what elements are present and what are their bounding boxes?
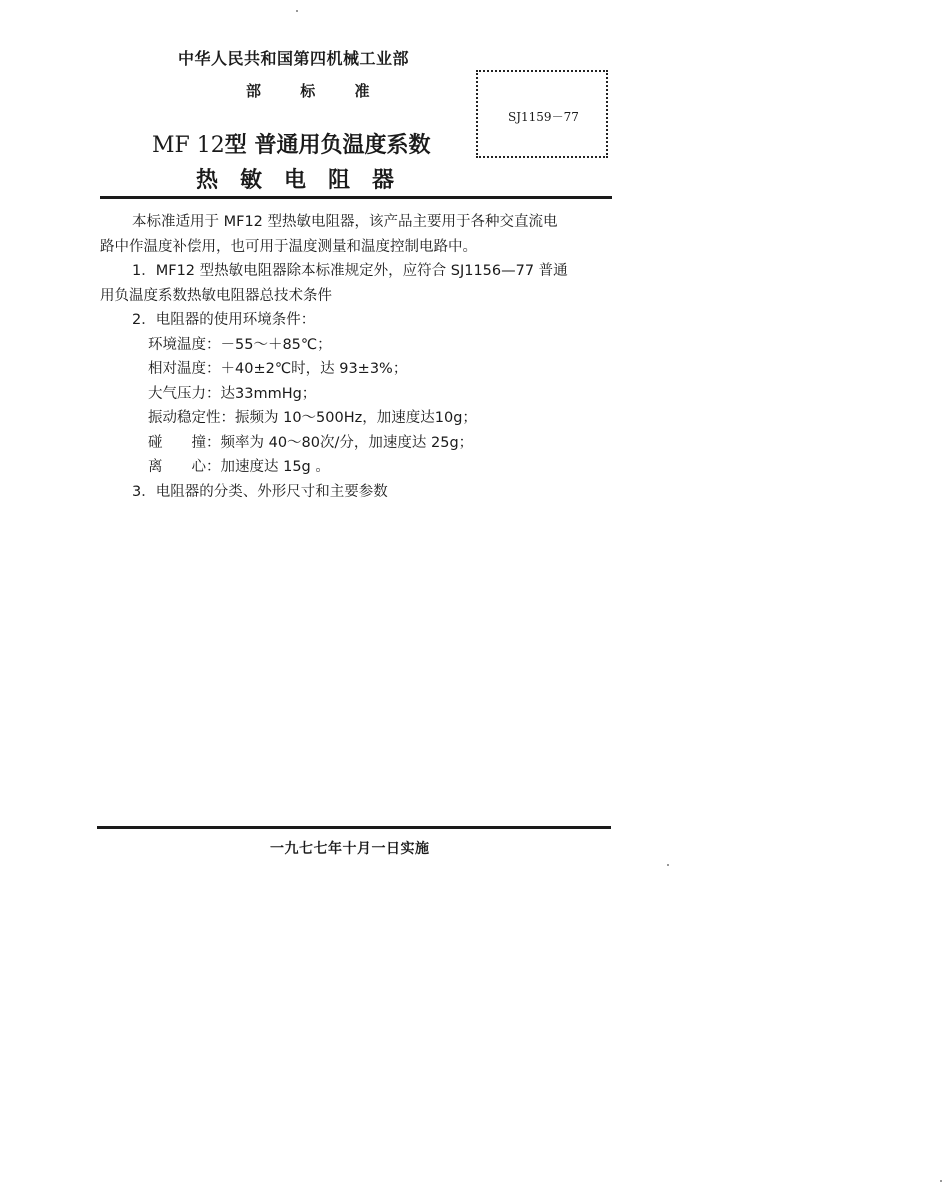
header-rule bbox=[100, 196, 612, 199]
item2-heading: 2．电阻器的使用环境条件： bbox=[132, 312, 316, 328]
condition-air-pressure: 大气压力：达33mmHg； bbox=[148, 385, 317, 402]
item1-line2: 用负温度系数热敏电阻器总技术条件 bbox=[100, 287, 332, 304]
condition-relative-humidity: 相对温度：＋40±2℃时，达 93±3%； bbox=[148, 361, 408, 377]
footer-rule bbox=[97, 826, 611, 829]
scan-speck bbox=[296, 10, 298, 12]
document-title-line1 bbox=[152, 128, 430, 159]
scan-speck bbox=[667, 864, 669, 866]
scan-speck bbox=[940, 1180, 942, 1182]
ministry-name: 中华人民共和国第四机械工业部 bbox=[178, 49, 410, 68]
condition-centrifugal: 离 心：加速度达 15g 。 bbox=[148, 459, 330, 475]
standard-code-box bbox=[476, 70, 608, 158]
document-title-line2: 热敏电阻器 bbox=[196, 168, 417, 193]
item3-heading: 3．电阻器的分类、外形尺寸和主要参数 bbox=[132, 483, 388, 500]
document-body bbox=[100, 210, 620, 504]
implementation-date: 一九七七年十月一日实施 bbox=[270, 841, 430, 857]
title-line1-rest: 型 普通用负温度系数 bbox=[224, 133, 431, 158]
title-model: MF 12 bbox=[152, 133, 225, 158]
condition-ambient-temperature: 环境温度：－55～＋85℃； bbox=[148, 336, 332, 353]
standard-code: SJ1159－77 bbox=[508, 110, 579, 124]
item1-line1: 1．MF12 型热敏电阻器除本标准规定外，应符合 SJ1156—77 普通 bbox=[132, 263, 568, 279]
condition-vibration: 振动稳定性：振频为 10～500Hz，加速度达10g； bbox=[148, 410, 477, 426]
intro-paragraph-line2: 路中作温度补偿用，也可用于温度测量和温度控制电路中。 bbox=[100, 238, 477, 255]
condition-bump: 碰 撞：频率为 40～80次/分，加速度达 25g； bbox=[148, 434, 474, 451]
intro-paragraph-line1: 本标准适用于 MF12 型热敏电阻器，该产品主要用于各种交直流电 bbox=[132, 214, 558, 230]
standard-type: 部 标 准 bbox=[246, 82, 372, 100]
